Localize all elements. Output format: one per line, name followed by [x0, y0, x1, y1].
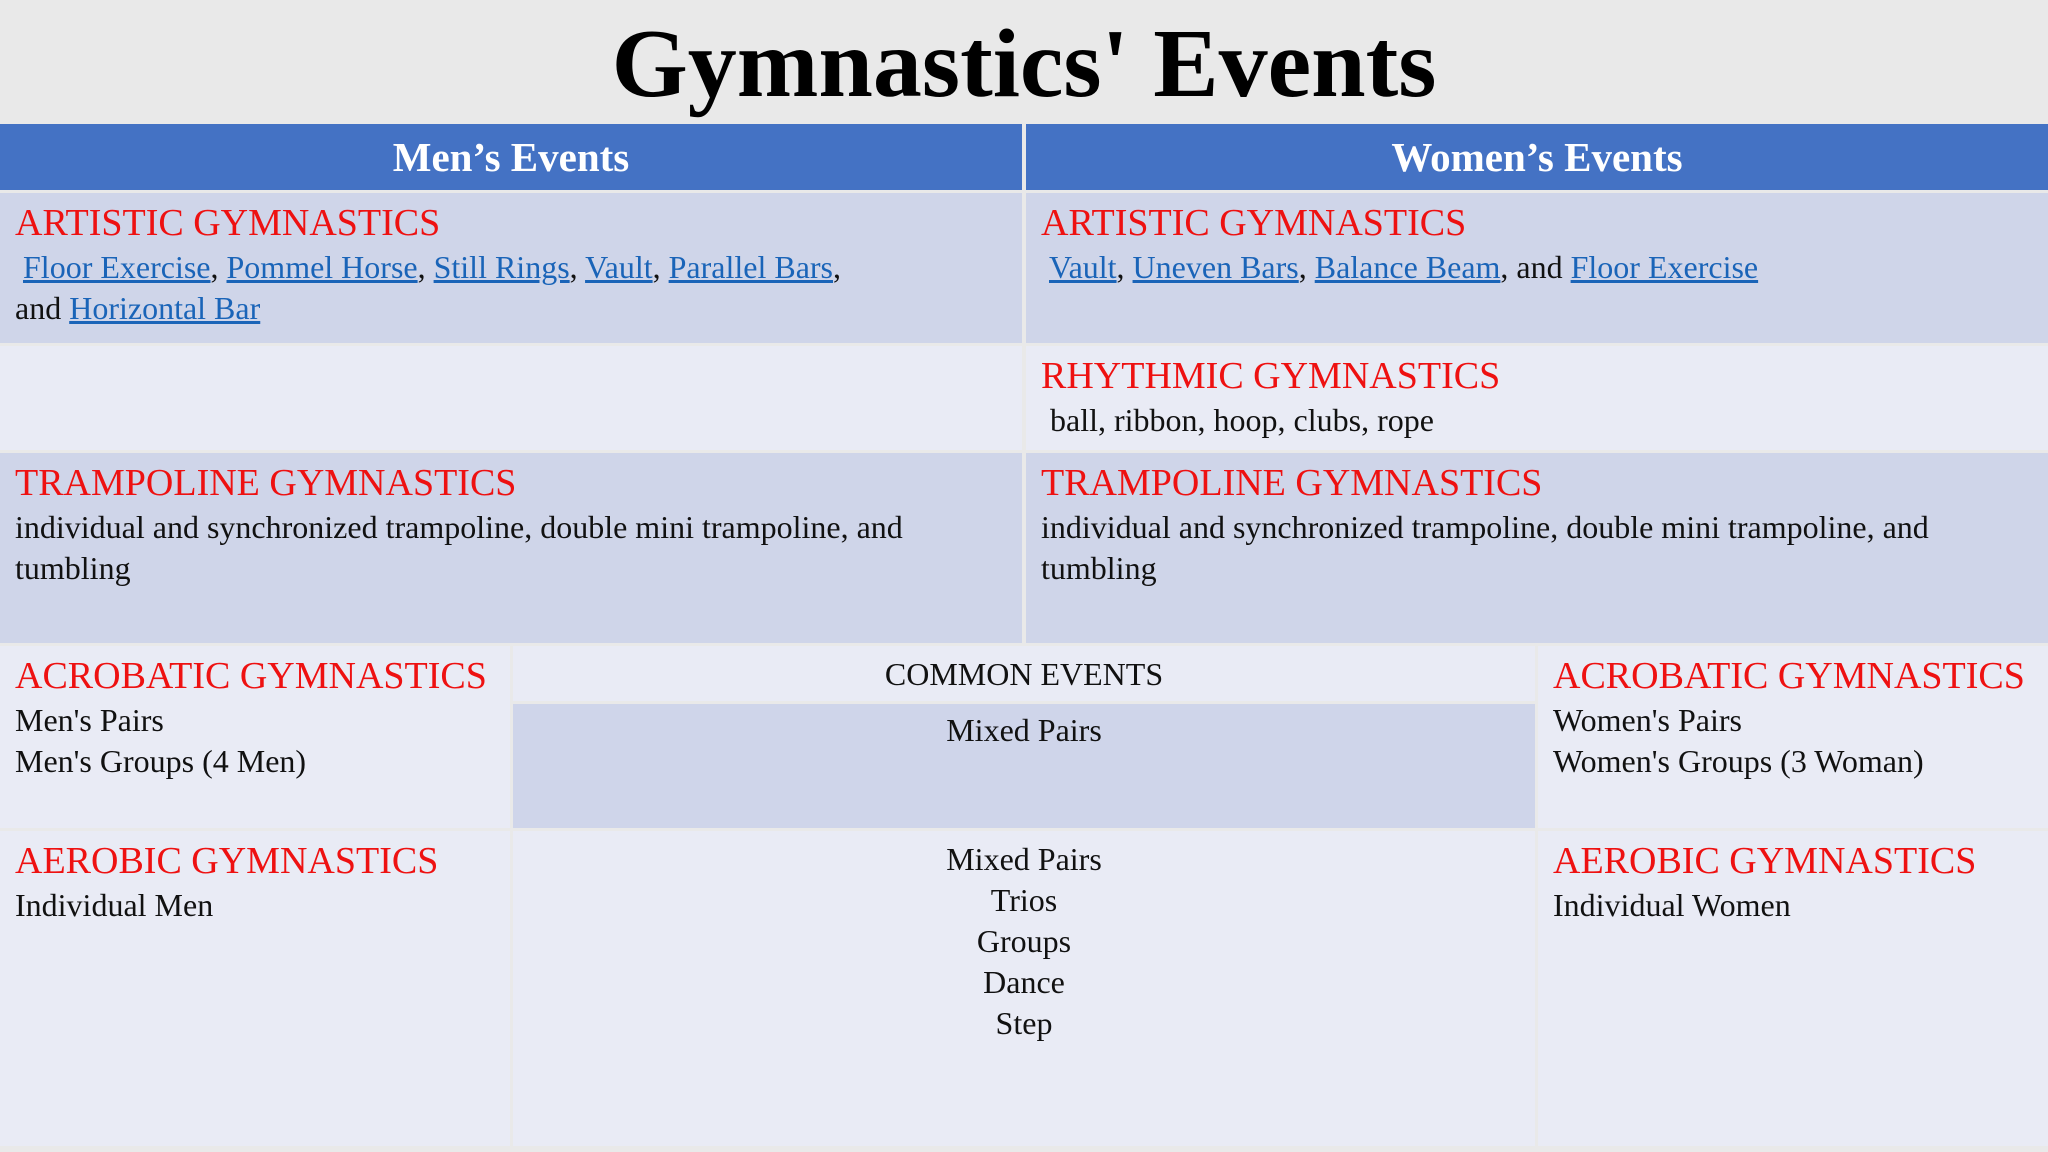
- women-events-header: Women’s Events: [1026, 124, 2048, 190]
- women-acrobatic-item: Women's Groups (3 Woman): [1553, 743, 1924, 779]
- link-uneven-bars[interactable]: Uneven Bars: [1132, 249, 1299, 285]
- link-still-rings[interactable]: Still Rings: [433, 249, 570, 285]
- men-acrobatic-item: Men's Pairs: [15, 702, 164, 738]
- link-horizontal-bar[interactable]: Horizontal Bar: [69, 290, 261, 326]
- acrobatic-common-cell: [513, 704, 1535, 828]
- women-artistic-cell: [1026, 193, 2048, 343]
- link-floor-exercise[interactable]: Floor Exercise: [23, 249, 211, 285]
- aerobic-common-item: Trios: [990, 882, 1058, 918]
- men-aerobic-category: AEROBIC GYMNASTICS: [15, 840, 439, 882]
- men-acrobatic-item: Men's Groups (4 Men): [15, 743, 307, 779]
- common-events-header: [513, 646, 1535, 701]
- women-trampoline-events: individual and synchronized trampoline, double mini trampoline, and tumbling: [1041, 509, 1929, 586]
- men-aerobic-item: Individual Men: [15, 887, 214, 923]
- aerobic-common-item: Step: [995, 1005, 1053, 1041]
- women-rhythmic-cell: [1026, 346, 2048, 450]
- women-acrobatic-category: ACROBATIC GYMNASTICS: [1553, 655, 2025, 697]
- common-events-label: COMMON EVENTS: [884, 656, 1164, 692]
- link-women-floor-exercise[interactable]: Floor Exercise: [1570, 249, 1759, 285]
- men-rhythmic-empty-cell: [0, 346, 1022, 450]
- men-acrobatic-category: ACROBATIC GYMNASTICS: [15, 655, 487, 697]
- women-aerobic-item: Individual Women: [1553, 887, 1791, 923]
- link-parallel-bars[interactable]: Parallel Bars: [668, 249, 833, 285]
- men-events-header: Men’s Events: [0, 124, 1022, 190]
- women-acrobatic-item: Women's Pairs: [1553, 702, 1742, 738]
- men-artistic-cell: [0, 193, 1022, 343]
- women-trampoline-category: TRAMPOLINE GYMNASTICS: [1041, 462, 1543, 504]
- men-artistic-and: and: [15, 290, 62, 326]
- women-rhythmic-events: ball, ribbon, hoop, clubs, rope: [1050, 402, 1434, 438]
- aerobic-common-cell: [513, 831, 1535, 1146]
- men-aerobic-cell: [0, 831, 510, 1146]
- page-title: Gymnastics' Events: [611, 10, 1437, 118]
- men-artistic-events: Floor Exercise, Pommel Horse, Still Rings, Vault, Parallel Bars, and Horizontal Bar: [15, 249, 841, 326]
- men-artistic-category: ARTISTIC GYMNASTICS: [15, 202, 441, 244]
- aerobic-common-item: Groups: [976, 923, 1072, 959]
- women-artistic-events: Vault, Uneven Bars, Balance Beam, and Floor Exercise: [1049, 249, 1759, 285]
- women-rhythmic-category: RHYTHMIC GYMNASTICS: [1041, 355, 1501, 397]
- link-pommel-horse[interactable]: Pommel Horse: [226, 249, 418, 285]
- women-artistic-category: ARTISTIC GYMNASTICS: [1041, 202, 1467, 244]
- men-trampoline-events: individual and synchronized trampoline, double mini trampoline, and tumbling: [15, 509, 903, 586]
- women-acrobatic-cell: [1538, 646, 2048, 828]
- women-aerobic-category: AEROBIC GYMNASTICS: [1553, 840, 1977, 882]
- aerobic-common-item: Mixed Pairs: [946, 841, 1102, 877]
- women-trampoline-cell: [1026, 453, 2048, 643]
- link-vault[interactable]: Vault: [585, 249, 653, 285]
- women-artistic-and: , and: [1500, 249, 1563, 285]
- men-acrobatic-cell: [0, 646, 510, 828]
- women-aerobic-cell: [1538, 831, 2048, 1146]
- men-trampoline-cell: [0, 453, 1022, 643]
- men-trampoline-category: TRAMPOLINE GYMNASTICS: [15, 462, 517, 504]
- aerobic-common-item: Dance: [983, 964, 1065, 1000]
- link-women-vault[interactable]: Vault: [1049, 249, 1117, 285]
- link-balance-beam[interactable]: Balance Beam: [1314, 249, 1501, 285]
- acrobatic-common-item: Mixed Pairs: [946, 712, 1102, 748]
